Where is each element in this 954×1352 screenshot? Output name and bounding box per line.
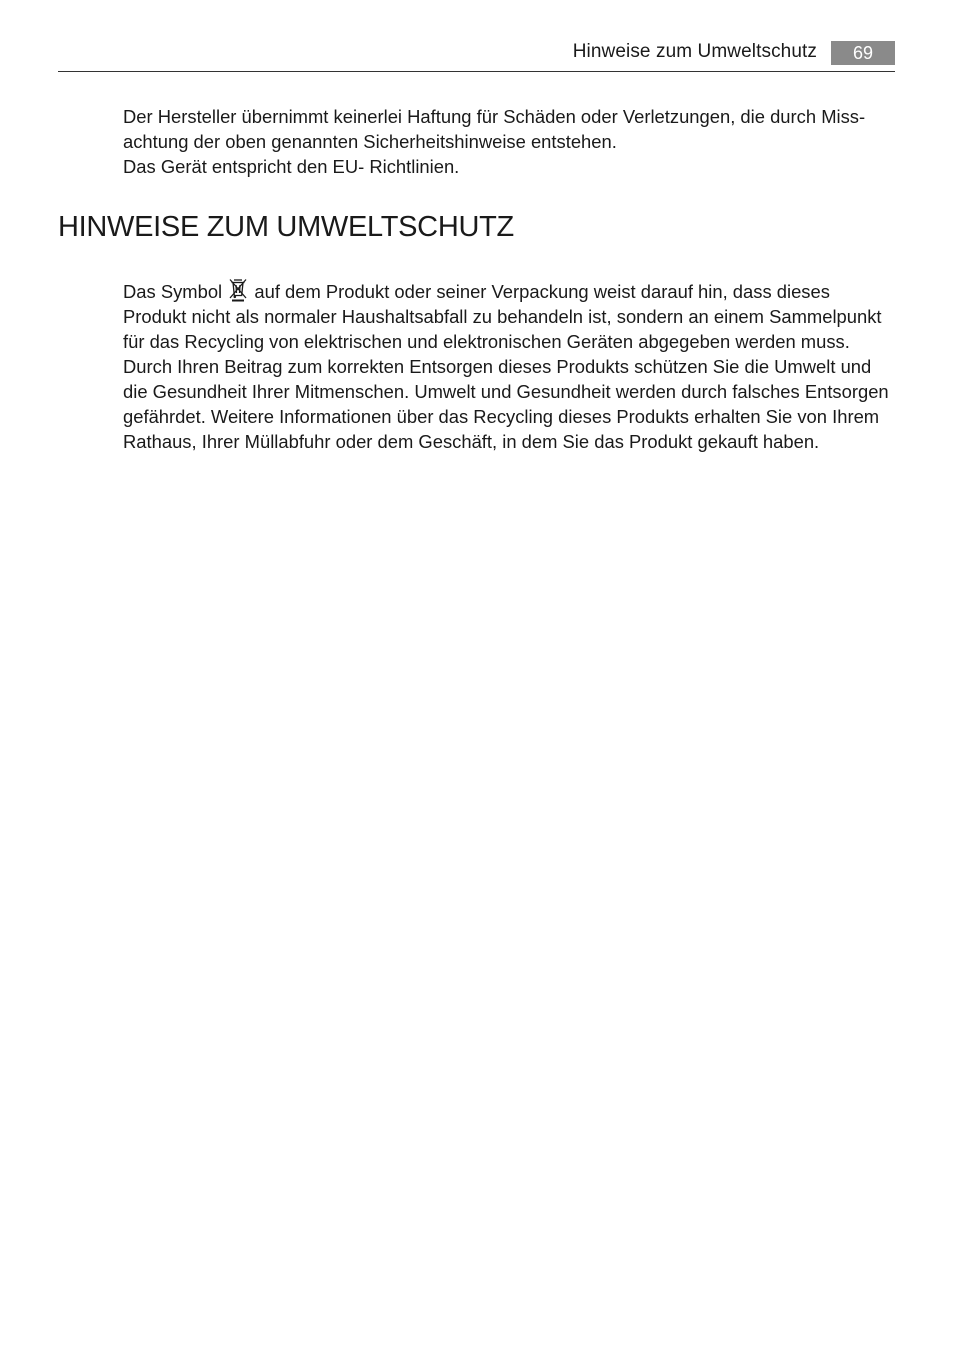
section-heading: HINWEISE ZUM UMWELTSCHUTZ [58, 211, 514, 243]
text-before-icon: Das Symbol [123, 281, 228, 302]
eu-compliance-text: Das Gerät entspricht den EU- Richtlinien. [123, 156, 460, 177]
header-title: Hinweise zum Umweltschutz [572, 41, 817, 62]
page-number: 69 [831, 41, 895, 65]
page-header [58, 38, 895, 72]
environment-paragraph [123, 278, 893, 454]
liability-text: Der Hersteller übernimmt keinerlei Haftung für Schäden oder Verletzungen, die durch Miss-achtung der oben genannten Sicherheitshinweise entstehen. [123, 106, 866, 152]
crossed-out-wheelie-bin-icon [228, 278, 248, 302]
text-after-icon: auf dem Produkt oder seiner Verpackung weist darauf hin, dass dieses Produkt nicht als normaler Haushaltsabfall zu behandeln ist, sondern an einem Sammelpunkt für das Recycling von elektrischen und elektronischen Geräten abgegeben werden muss. Durch Ihren Beitrag zum korrekten Entsorgen dieses Produkts schützen Sie die Umwelt und die Gesundheit Ihrer Mitmenschen. Umwelt und Gesundheit werden durch falsches Entsorgen gefährdet. Weitere Informationen über das Recycling dieses Produkts erhalten Sie von Ihrem Rathaus, Ihrer Müllabfuhr oder dem Geschäft, in dem Sie das Produkt gekauft haben. [123, 281, 889, 452]
intro-paragraph [123, 104, 893, 179]
